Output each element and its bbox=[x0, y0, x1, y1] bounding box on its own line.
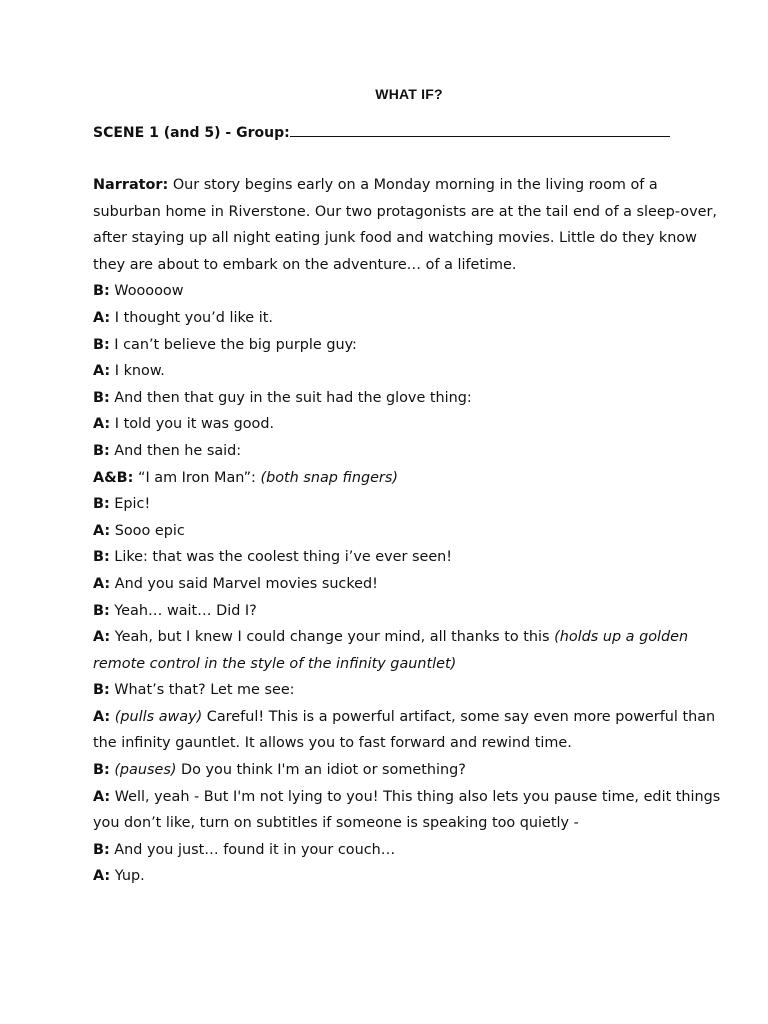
line-text: I told you it was good. bbox=[110, 416, 275, 433]
speaker-label: A: bbox=[93, 629, 111, 646]
line-text: Do you think I'm an idiot or something? bbox=[176, 762, 466, 779]
stage-direction: (holds up a golden remote control in the style of the infinity gauntlet) bbox=[93, 629, 689, 672]
script-line bbox=[93, 757, 725, 784]
script-line bbox=[93, 677, 725, 704]
script-line bbox=[93, 278, 725, 305]
line-text: Well, yeah - But I'm not lying to you! This thing also lets you pause time, edit things you don’t like, turn on subtitles if someone is speaking too quietly - bbox=[93, 788, 721, 832]
script-line bbox=[93, 411, 725, 438]
line-text: I can’t believe the big purple guy: bbox=[109, 336, 357, 353]
speaker-label: A&B: bbox=[93, 469, 134, 486]
scene-heading-label: SCENE 1 (and 5) - Group: bbox=[93, 125, 290, 141]
script-line bbox=[93, 491, 725, 518]
group-blank-line bbox=[290, 122, 670, 137]
speaker-label: A: bbox=[93, 363, 111, 380]
script-line bbox=[93, 305, 725, 332]
script-line bbox=[93, 624, 725, 677]
speaker-label: A: bbox=[93, 708, 111, 725]
script-line bbox=[93, 571, 725, 598]
speaker-label: A: bbox=[93, 309, 111, 326]
line-text: Like: that was the coolest thing i’ve ever seen! bbox=[109, 549, 453, 566]
line-text: Our story begins early on a Monday morning in the living room of a suburban home in Riverstone. Our two protagonists are at the tail end of a sleep-over, after staying up all night eating junk food and watching movies. Little do they know they are about to embark on the adventure… of a lifetime. bbox=[93, 177, 717, 273]
line-text: And you just… found it in your couch… bbox=[109, 841, 396, 858]
speaker-label: B: bbox=[93, 496, 110, 513]
speaker-label: A: bbox=[93, 868, 111, 885]
line-text: Epic! bbox=[109, 496, 151, 513]
line-text: And then that guy in the suit had the glove thing: bbox=[109, 389, 472, 406]
script-line bbox=[93, 358, 725, 385]
speaker-label: A: bbox=[93, 522, 111, 539]
script-line bbox=[93, 598, 725, 625]
line-text: I know. bbox=[110, 363, 165, 380]
script-line bbox=[93, 172, 725, 278]
speaker-label: A: bbox=[93, 575, 111, 592]
speaker-label: A: bbox=[93, 788, 111, 805]
line-text: Yeah, but I knew I could change your mind, all thanks to this bbox=[110, 629, 555, 646]
script-line bbox=[93, 332, 725, 359]
script-line bbox=[93, 837, 725, 864]
script-line bbox=[93, 385, 725, 412]
scene-heading bbox=[93, 122, 670, 141]
line-text: What’s that? Let me see: bbox=[109, 682, 295, 699]
script-line bbox=[93, 438, 725, 465]
script-line bbox=[93, 544, 725, 571]
speaker-label: A: bbox=[93, 416, 111, 433]
line-text: “I am Iron Man”: bbox=[133, 469, 261, 486]
document-title: WHAT IF? bbox=[375, 86, 443, 102]
speaker-label: B: bbox=[93, 442, 110, 459]
speaker-label: B: bbox=[93, 549, 110, 566]
line-text: I thought you’d like it. bbox=[110, 309, 273, 326]
line-text: Yeah… wait… Did I? bbox=[109, 602, 257, 619]
speaker-label: B: bbox=[93, 682, 110, 699]
script-line bbox=[93, 863, 725, 890]
speaker-label: Narrator: bbox=[93, 177, 169, 193]
speaker-label: B: bbox=[93, 283, 110, 300]
stage-direction: (pauses) bbox=[114, 762, 177, 779]
line-text: Sooo epic bbox=[110, 522, 185, 539]
script-body bbox=[93, 172, 725, 890]
speaker-label: B: bbox=[93, 389, 110, 406]
stage-direction: (pulls away) bbox=[114, 708, 203, 725]
line-text: And then he said: bbox=[109, 442, 242, 459]
line-text: Careful! This is a powerful artifact, some say even more powerful than the infinity gauntlet. It allows you to fast forward and rewind time. bbox=[93, 708, 716, 752]
speaker-label: B: bbox=[93, 336, 110, 353]
line-text: Wooooow bbox=[109, 283, 184, 300]
stage-direction: (both snap fingers) bbox=[260, 469, 398, 486]
speaker-label: B: bbox=[93, 602, 110, 619]
script-line bbox=[93, 704, 725, 757]
script-line bbox=[93, 518, 725, 545]
script-line bbox=[93, 465, 725, 492]
line-text: Yup. bbox=[110, 868, 145, 885]
line-text: And you said Marvel movies sucked! bbox=[110, 575, 378, 592]
speaker-label: B: bbox=[93, 762, 110, 779]
speaker-label: B: bbox=[93, 841, 110, 858]
script-line bbox=[93, 784, 725, 837]
